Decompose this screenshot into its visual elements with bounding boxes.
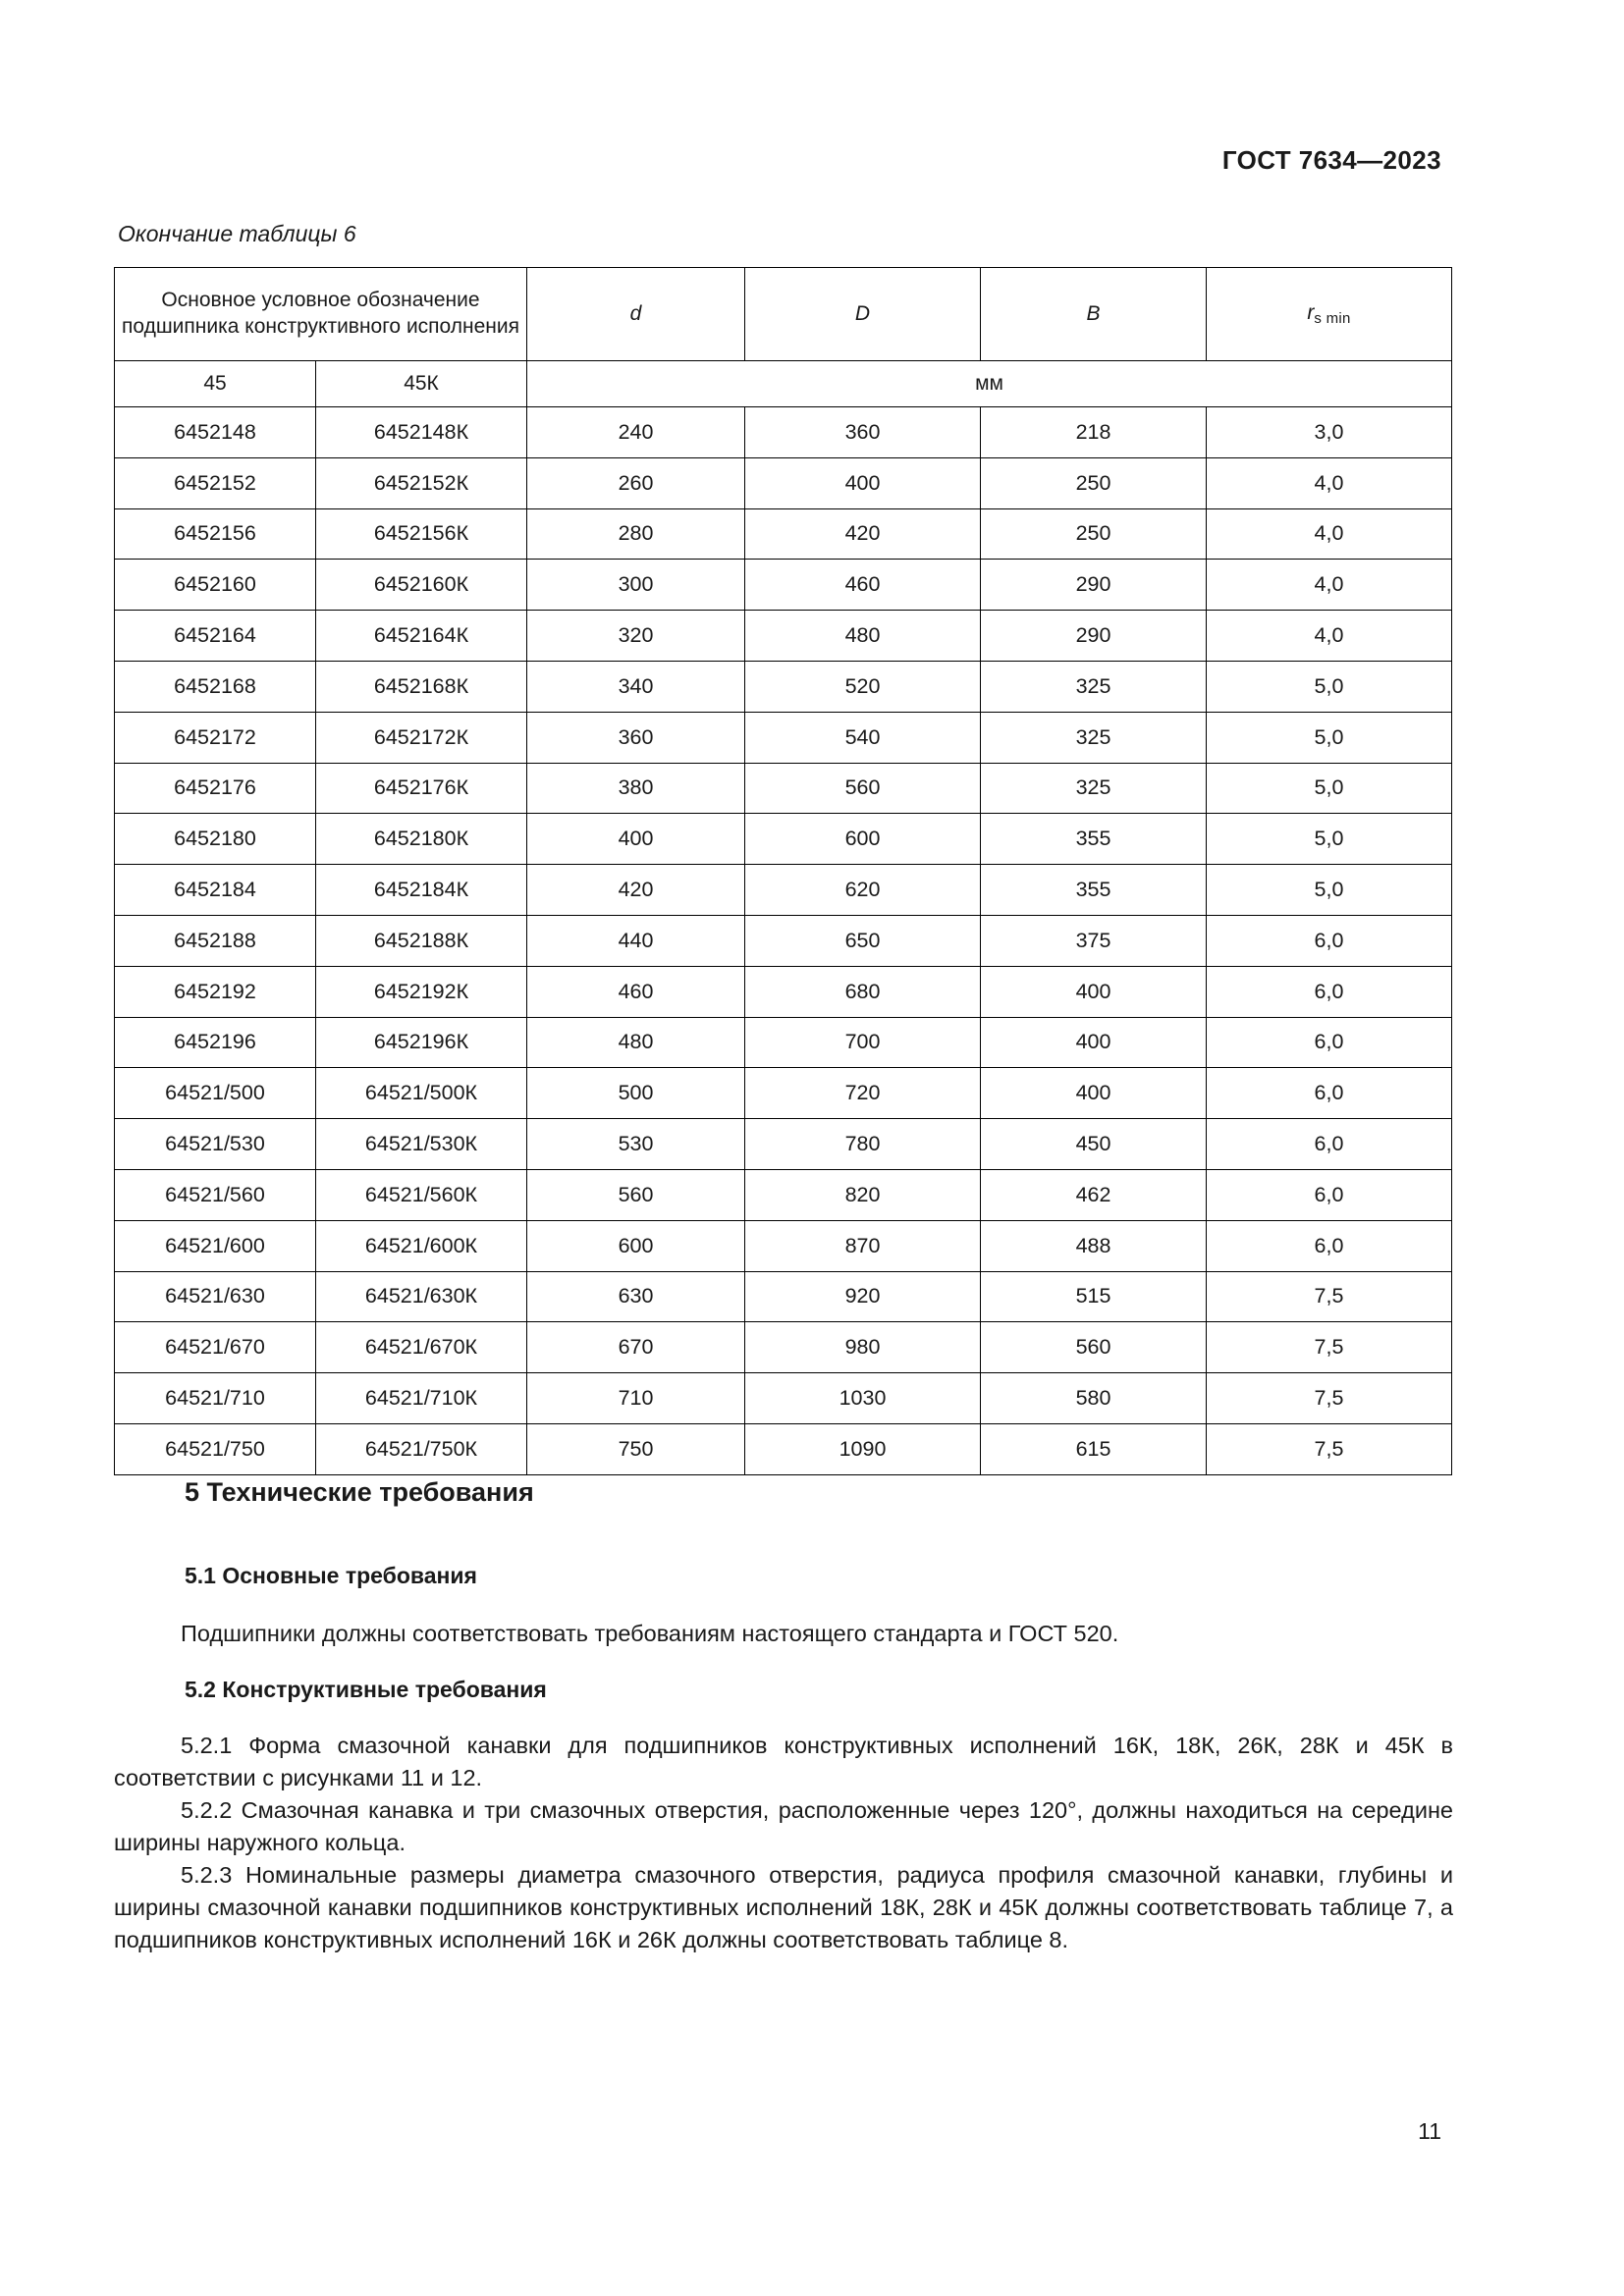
table-caption: Окончание таблицы 6 [118,221,356,246]
table-cell: 5,0 [1207,865,1452,916]
table-cell: 6452152К [316,457,527,508]
table-cell: 6,0 [1207,966,1452,1017]
table-cell: 6,0 [1207,1220,1452,1271]
table-subheader-row [115,361,1452,407]
table-cell: 260 [527,457,745,508]
table-cell: 5,0 [1207,814,1452,865]
table-cell: 560 [745,763,981,814]
r-subscript: s min [1314,310,1351,327]
table-cell: 325 [981,661,1207,712]
subheader-45: 45 [115,361,316,407]
column-header-D: D [745,268,981,361]
table-cell: 5,0 [1207,661,1452,712]
table-cell: 6452188 [115,915,316,966]
table-cell: 6452156 [115,508,316,560]
table-cell: 870 [745,1220,981,1271]
paragraph-5-2-2: 5.2.2 Смазочная канавка и три смазочных отверстия, расположенные через 120°, должны находиться на середине ширины наружного кольца. [114,1797,1453,1856]
table-cell: 560 [527,1169,745,1220]
table-cell: 64521/500К [316,1068,527,1119]
table-container [114,267,1451,1475]
table-cell: 380 [527,763,745,814]
table-cell: 64521/530 [115,1119,316,1170]
table-cell: 64521/560 [115,1169,316,1220]
table-head [115,268,1452,407]
subheader-units: мм [527,361,1452,407]
table-cell: 4,0 [1207,611,1452,662]
table-cell: 64521/670 [115,1322,316,1373]
table-cell: 1090 [745,1423,981,1474]
table-cell: 6452196 [115,1017,316,1068]
table-cell: 680 [745,966,981,1017]
table-cell: 400 [981,966,1207,1017]
table-cell: 515 [981,1271,1207,1322]
table-cell: 480 [745,611,981,662]
table-cell: 670 [527,1322,745,1373]
table-cell: 6452148 [115,407,316,458]
page-number: 11 [1418,2118,1441,2144]
table-cell: 6,0 [1207,1119,1452,1170]
table-cell: 64521/560К [316,1169,527,1220]
table-header-row [115,268,1452,361]
constructive-requirements-body [114,1730,1453,1956]
table-cell: 355 [981,865,1207,916]
table-cell: 7,5 [1207,1271,1452,1322]
table-cell: 615 [981,1423,1207,1474]
table-body [115,407,1452,1475]
table-cell: 64521/710К [316,1373,527,1424]
table-cell: 6452148К [316,407,527,458]
table-cell: 6,0 [1207,915,1452,966]
table-row [115,457,1452,508]
table-cell: 400 [981,1068,1207,1119]
table-cell: 1030 [745,1373,981,1424]
table-cell: 580 [981,1373,1207,1424]
table-cell: 462 [981,1169,1207,1220]
table-cell: 630 [527,1271,745,1322]
table-cell: 360 [745,407,981,458]
table-cell: 400 [745,457,981,508]
column-header-B: B [981,268,1207,361]
table-row [115,1322,1452,1373]
table-cell: 6452160 [115,560,316,611]
table-row [115,763,1452,814]
subheader-45k: 45К [316,361,527,407]
table-cell: 6452188К [316,915,527,966]
table-cell: 450 [981,1119,1207,1170]
table-cell: 6452156К [316,508,527,560]
table-cell: 290 [981,560,1207,611]
table-cell: 6452180 [115,814,316,865]
table-cell: 64521/630К [316,1271,527,1322]
table-row [115,1220,1452,1271]
table-cell: 560 [981,1322,1207,1373]
table-row [115,1068,1452,1119]
table-cell: 5,0 [1207,763,1452,814]
column-header-designation: Основное условное обозначение подшипника конструктивного исполнения [115,268,527,361]
table-cell: 710 [527,1373,745,1424]
heading-technical-requirements: 5 Технические требования [185,1477,534,1507]
table-cell: 6452164 [115,611,316,662]
table-cell: 600 [527,1220,745,1271]
table-row [115,1169,1452,1220]
bearing-dimensions-table [114,267,1452,1475]
table-row [115,611,1452,662]
table-cell: 7,5 [1207,1373,1452,1424]
table-cell: 375 [981,915,1207,966]
table-cell: 64521/600 [115,1220,316,1271]
table-cell: 325 [981,763,1207,814]
table-cell: 6452192К [316,966,527,1017]
heading-main-requirements: 5.1 Основные требования [185,1563,477,1588]
table-cell: 6452176К [316,763,527,814]
table-cell: 6452172 [115,712,316,763]
table-cell: 320 [527,611,745,662]
table-cell: 400 [527,814,745,865]
table-cell: 280 [527,508,745,560]
table-row [115,1271,1452,1322]
table-cell: 650 [745,915,981,966]
table-row [115,865,1452,916]
table-cell: 325 [981,712,1207,763]
table-cell: 530 [527,1119,745,1170]
table-cell: 6452152 [115,457,316,508]
table-row [115,814,1452,865]
table-cell: 355 [981,814,1207,865]
table-cell: 240 [527,407,745,458]
table-cell: 720 [745,1068,981,1119]
table-cell: 340 [527,661,745,712]
column-header-d: d [527,268,745,361]
table-cell: 7,5 [1207,1423,1452,1474]
table-row [115,966,1452,1017]
table-cell: 300 [527,560,745,611]
table-cell: 64521/530К [316,1119,527,1170]
table-cell: 7,5 [1207,1322,1452,1373]
table-row [115,712,1452,763]
table-cell: 500 [527,1068,745,1119]
paragraph-main-requirements: Подшипники должны соответствовать требованиям настоящего стандарта и ГОСТ 520. [181,1621,1119,1646]
table-cell: 250 [981,457,1207,508]
table-cell: 460 [527,966,745,1017]
table-row [115,1119,1452,1170]
table-cell: 920 [745,1271,981,1322]
table-cell: 4,0 [1207,560,1452,611]
paragraph-5-2-1: 5.2.1 Форма смазочной канавки для подшипников конструктивных исполнений 16К, 18К, 26К, 28К и 45К в соответствии с рисунками 11 и 12. [114,1733,1453,1791]
table-cell: 440 [527,915,745,966]
table-row [115,661,1452,712]
table-cell: 520 [745,661,981,712]
table-cell: 6452184 [115,865,316,916]
paragraph-5-2-3: 5.2.3 Номинальные размеры диаметра смазочного отверстия, радиуса профиля смазочной канавки, глубины и ширины смазочной канавки подшипников конструктивных исполнений 18К, 28К и 45К должны соответствовать таблице 7, а подшипников конструктивных исполнений 16К и 26К должны соответствовать таблице 8. [114,1862,1453,1953]
table-cell: 540 [745,712,981,763]
table-cell: 6,0 [1207,1017,1452,1068]
table-cell: 820 [745,1169,981,1220]
table-cell: 6452164К [316,611,527,662]
table-cell: 250 [981,508,1207,560]
table-cell: 980 [745,1322,981,1373]
table-row [115,1017,1452,1068]
table-row [115,1423,1452,1474]
table-cell: 480 [527,1017,745,1068]
table-cell: 6452192 [115,966,316,1017]
table-cell: 4,0 [1207,508,1452,560]
table-cell: 64521/630 [115,1271,316,1322]
table-cell: 750 [527,1423,745,1474]
column-header-r-s-min [1207,268,1452,361]
table-cell: 420 [527,865,745,916]
table-row [115,915,1452,966]
table-cell: 218 [981,407,1207,458]
table-cell: 64521/670К [316,1322,527,1373]
table-cell: 6,0 [1207,1169,1452,1220]
heading-constructive-requirements: 5.2 Конструктивные требования [185,1677,547,1702]
table-row [115,560,1452,611]
table-cell: 64521/750К [316,1423,527,1474]
table-cell: 6452184К [316,865,527,916]
running-header-standard-number: ГОСТ 7634—2023 [1221,145,1441,175]
table-cell: 488 [981,1220,1207,1271]
table-cell: 6452168К [316,661,527,712]
table-cell: 700 [745,1017,981,1068]
table-cell: 64521/600К [316,1220,527,1271]
table-cell: 6452196К [316,1017,527,1068]
table-cell: 6452168 [115,661,316,712]
table-row [115,508,1452,560]
table-cell: 6452180К [316,814,527,865]
table-cell: 5,0 [1207,712,1452,763]
table-cell: 600 [745,814,981,865]
table-cell: 780 [745,1119,981,1170]
table-row [115,1373,1452,1424]
table-cell: 420 [745,508,981,560]
table-cell: 64521/500 [115,1068,316,1119]
table-cell: 620 [745,865,981,916]
table-cell: 460 [745,560,981,611]
r-symbol: r [1307,301,1315,324]
table-cell: 64521/750 [115,1423,316,1474]
table-cell: 290 [981,611,1207,662]
table-cell: 360 [527,712,745,763]
table-cell: 64521/710 [115,1373,316,1424]
table-row [115,407,1452,458]
table-cell: 6452176 [115,763,316,814]
table-cell: 6,0 [1207,1068,1452,1119]
table-cell: 6452172К [316,712,527,763]
table-cell: 400 [981,1017,1207,1068]
table-cell: 4,0 [1207,457,1452,508]
table-cell: 6452160К [316,560,527,611]
table-cell: 3,0 [1207,407,1452,458]
